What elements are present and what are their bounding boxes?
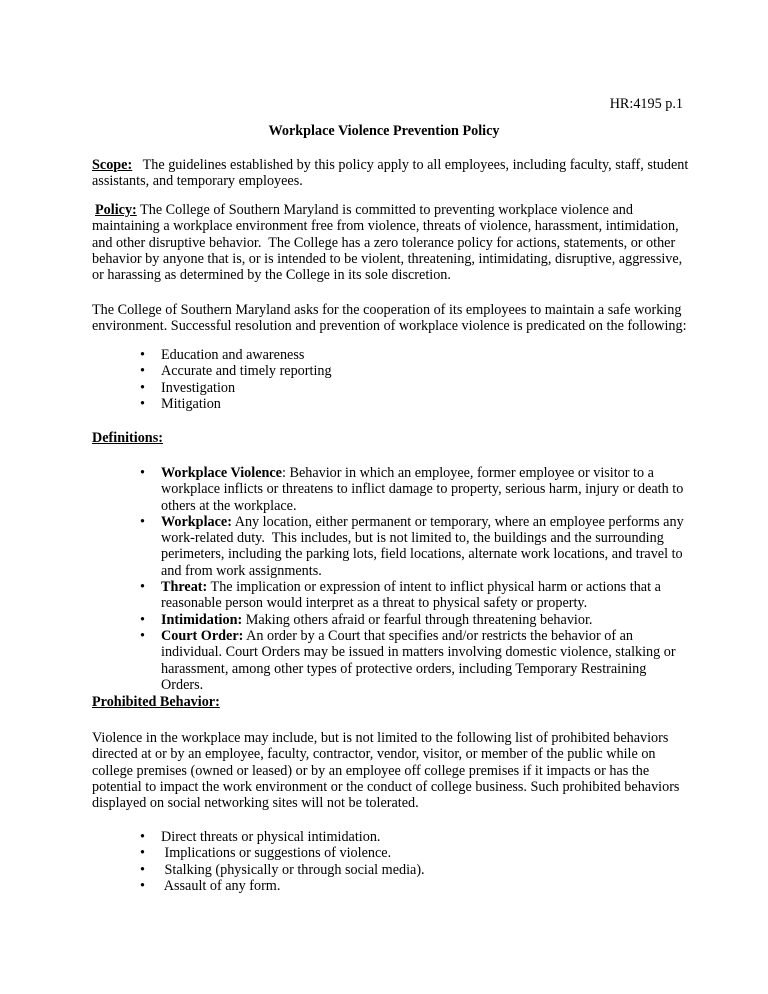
list-item: • Education and awareness	[140, 347, 305, 363]
definition-item	[92, 612, 692, 628]
bullet-icon: •	[140, 877, 145, 894]
definitions-list	[92, 465, 692, 693]
definition-text: Making others afraid or fearful through threatening behavior.	[245, 611, 593, 628]
list-item: • Direct threats or physical intimidation.	[140, 829, 381, 845]
list-item: • Assault of any form.	[140, 877, 281, 894]
bullet-icon: •	[140, 627, 145, 644]
prohibited-paragraph: Violence in the workplace may include, but is not limited to the following list of prohibited behaviors directed at or by an employee, faculty, contractor, vendor, visitor, or member of the public while on college premises (owned or leased) or by an employee off college premises if it impacts or has the potential to impact the work environment or the conduct of college business. Such prohibited behaviors displayed on social networking sites will not be tolerated.	[92, 730, 680, 812]
definition-item	[92, 628, 692, 693]
bullet-icon: •	[140, 513, 145, 530]
definition-text: The implication or expression of intent to inflict physical harm or actions that a reasonable person would interpret as a threat to physical safety or property.	[161, 579, 661, 612]
policy-paragraph	[92, 202, 692, 283]
definition-item: • Workplace Violence: Behavior in which an employee, former employee or visitor to a workplace inflicts or threatens to inflict damage to property, serious harm, injury or death to others at the workplace.	[140, 465, 684, 514]
scope-text: The guidelines established by this policy apply to all employees, including faculty, staff, student assistants, and temporary employees.	[92, 157, 692, 190]
definition-term: Court Order:	[161, 627, 244, 644]
bullet-icon: •	[140, 611, 145, 628]
list-item: • Mitigation	[140, 395, 221, 412]
definition-text: Behavior in which an employee, former employee or visitor to a workplace inflicts or threatens to inflict damage to property, serious harm, injury or death to others at the workplace.	[161, 465, 684, 514]
definition-item	[92, 514, 692, 579]
prohibited-behavior-heading: Prohibited Behavior:	[92, 694, 220, 710]
bullet-icon: •	[140, 363, 145, 380]
bullet-icon: •	[140, 829, 145, 845]
definition-term: Workplace:	[161, 513, 232, 530]
list-item: • Implications or suggestions of violence.	[140, 845, 392, 862]
bullet-icon: •	[140, 861, 145, 878]
list-item: • Investigation	[140, 379, 236, 396]
scope-paragraph	[92, 157, 692, 190]
definition-item	[92, 579, 692, 612]
bullet-icon: •	[140, 465, 145, 481]
scope-label: Scope:	[92, 157, 133, 173]
document-title: Workplace Violence Prevention Policy	[268, 123, 500, 139]
list-item: • Stalking (physically or through social media).	[140, 861, 425, 878]
definition-term: Threat:	[161, 579, 208, 596]
policy-label: Policy:	[95, 202, 137, 218]
prohibited-list	[92, 829, 692, 894]
document-code: HR:4195 p.1	[609, 96, 683, 112]
definition-text: An order by a Court that specifies and/or restricts the behavior of an individual. Court Orders may be issued in matters involving domestic violence, stalking or harassment, among other types of protective orders, including Temporary Restraining Orders.	[161, 627, 676, 693]
bullet-icon: •	[140, 347, 145, 363]
bullet-icon: •	[140, 379, 145, 396]
bullet-icon: •	[140, 845, 145, 862]
list-item: • Accurate and timely reporting	[140, 363, 332, 380]
bullet-icon: •	[140, 395, 145, 412]
policy-text: The College of Southern Maryland is committed to preventing workplace violence and maintaining a workplace environment free from violence, threats of violence, harassment, intimidation, and other disruptive behavior. The College has a zero tolerance policy for actions, statements, or other behavior by anyone that is, or is intended to be violent, threatening, intimidating, disruptive, aggressive, or harassing as determined by the College in its sole discretion.	[92, 202, 686, 284]
definition-term: Intimidation:	[161, 611, 243, 628]
cooperation-paragraph: The College of Southern Maryland asks for the cooperation of its employees to maintain a safe working environment. Successful resolution and prevention of workplace violence is predicated on the following:	[92, 302, 687, 335]
cooperation-list	[92, 347, 692, 412]
bullet-icon: •	[140, 579, 145, 596]
definition-term: Workplace Violence	[161, 465, 282, 481]
definition-text: Any location, either permanent or temporary, where an employee performs any work-related duty. This includes, but is not limited to, the buildings and the surrounding perimeters, including the parking lots, field locations, alternate work locations, and travel to and from work assignments.	[161, 513, 688, 579]
definitions-heading: Definitions:	[92, 430, 163, 446]
